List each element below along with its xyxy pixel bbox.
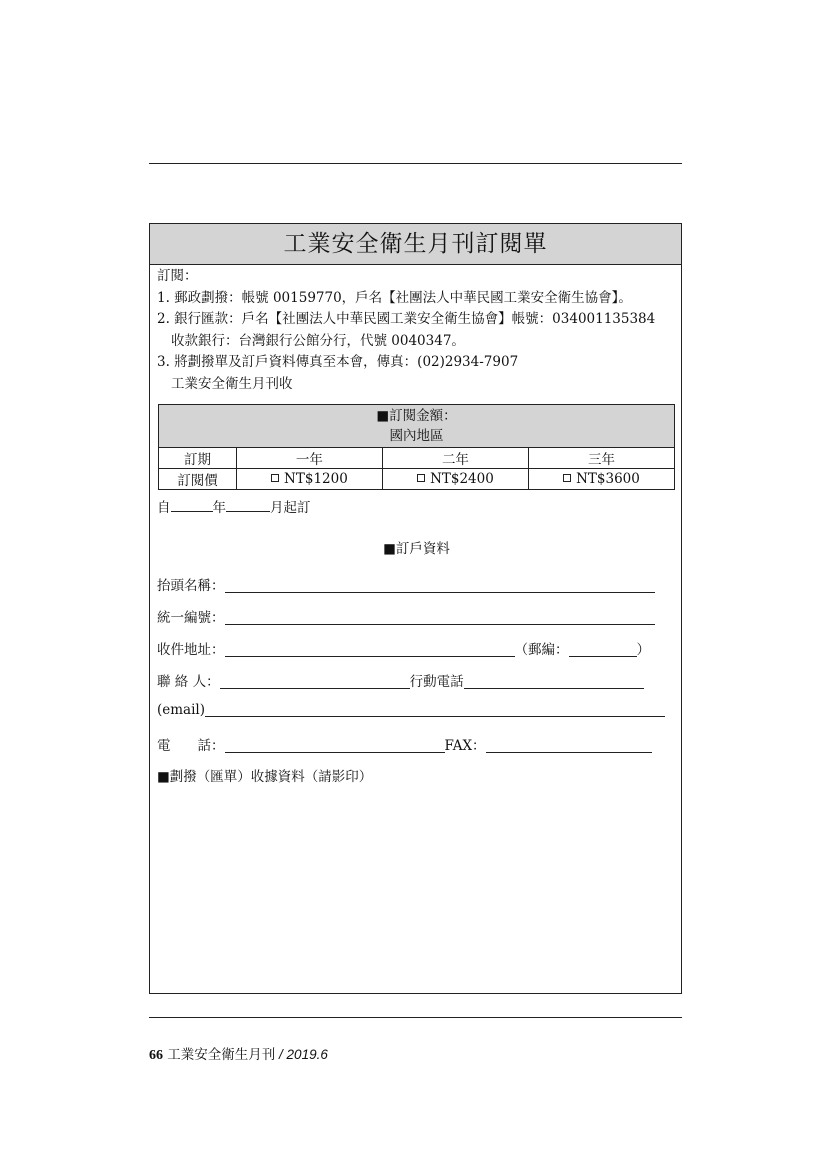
postal-close: ） bbox=[636, 642, 650, 658]
checkbox-2yr[interactable] bbox=[417, 474, 425, 482]
start-month-blank[interactable] bbox=[226, 499, 270, 512]
header-rule bbox=[149, 163, 682, 164]
start-prefix: 自 bbox=[157, 500, 171, 516]
field-contact-row bbox=[157, 670, 644, 690]
price-option-3yr[interactable] bbox=[528, 469, 674, 490]
payment-instructions bbox=[157, 266, 655, 395]
instruction-line: 3. 將劃撥單及訂戶資料傳真至本會，傳真：(02)2934-7907 bbox=[157, 354, 519, 370]
receipt-note: ■劃撥（匯單）收據資料（請影印） bbox=[157, 769, 373, 785]
subscription-form bbox=[149, 223, 682, 994]
form-title: 工業安全衛生月刊訂閱單 bbox=[150, 224, 681, 265]
column-header: 二年 bbox=[382, 448, 528, 469]
checkbox-3yr[interactable] bbox=[563, 474, 571, 482]
field-phone-row bbox=[157, 734, 652, 754]
footer-rule bbox=[149, 1017, 682, 1018]
postal-code-field[interactable] bbox=[569, 642, 637, 657]
fax-label: FAX： bbox=[444, 738, 486, 754]
page-footer bbox=[149, 1043, 328, 1064]
contact-field[interactable] bbox=[220, 674, 410, 689]
instruction-line: 工業安全衛生月刊收 bbox=[171, 375, 293, 392]
page-number: 66 bbox=[149, 1048, 163, 1063]
field-label: (email) bbox=[157, 702, 206, 718]
subscriber-heading: ■訂戶資料 bbox=[383, 541, 450, 557]
field-label: 聯 絡 人： bbox=[157, 674, 220, 690]
start-date-line bbox=[157, 496, 311, 516]
price-table-header bbox=[159, 405, 675, 448]
instruction-line: 1. 郵政劃撥：帳號 00159770，戶名【社團法人中華民國工業安全衛生協會】。 bbox=[157, 289, 632, 306]
price-value: NT$2400 bbox=[430, 471, 494, 487]
email-field[interactable] bbox=[205, 702, 665, 717]
mobile-label: 行動電話 bbox=[409, 674, 464, 690]
field-label: 統一編號： bbox=[157, 610, 225, 626]
field-address-row bbox=[157, 638, 650, 658]
journal-name: 工業安全衛生月刊 bbox=[167, 1047, 276, 1063]
price-value: NT$1200 bbox=[284, 471, 348, 487]
start-month-label: 月起訂 bbox=[270, 500, 311, 516]
instruction-line: 2. 銀行匯款：戶名【社團法人中華民國工業安全衛生協會】帳號：034001135384 bbox=[157, 311, 656, 327]
price-value: NT$3600 bbox=[576, 471, 640, 487]
price-table bbox=[158, 404, 675, 490]
column-header: 三年 bbox=[528, 448, 674, 469]
price-heading: ■訂閱金額： bbox=[376, 408, 457, 424]
name-field[interactable] bbox=[225, 578, 655, 593]
field-email-row bbox=[157, 702, 665, 718]
row-label: 訂閱價 bbox=[159, 469, 237, 490]
postal-label: （郵編： bbox=[514, 642, 569, 658]
start-year-label: 年 bbox=[212, 500, 226, 516]
start-year-blank[interactable] bbox=[171, 499, 213, 512]
field-label: 收件地址： bbox=[157, 642, 225, 658]
price-option-1yr[interactable] bbox=[236, 469, 382, 490]
instruction-line: 收款銀行：台灣銀行公館分行，代號 0040347。 bbox=[171, 332, 465, 349]
issue-date: / 2019.6 bbox=[275, 1047, 328, 1062]
instruction-line: 訂閱： bbox=[157, 268, 198, 284]
field-label: 電 話： bbox=[157, 738, 225, 754]
phone-field[interactable] bbox=[225, 738, 445, 753]
mobile-field[interactable] bbox=[464, 674, 644, 689]
field-tax-id-row bbox=[157, 606, 655, 626]
fax-field[interactable] bbox=[486, 738, 652, 753]
checkbox-1yr[interactable] bbox=[271, 474, 279, 482]
column-header: 一年 bbox=[236, 448, 382, 469]
price-region: 國內地區 bbox=[389, 428, 444, 444]
field-name-row bbox=[157, 574, 655, 594]
column-header: 訂期 bbox=[159, 448, 237, 469]
price-option-2yr[interactable] bbox=[382, 469, 528, 490]
field-label: 抬頭名稱： bbox=[157, 578, 225, 594]
address-field[interactable] bbox=[225, 642, 515, 657]
tax-id-field[interactable] bbox=[225, 610, 655, 625]
